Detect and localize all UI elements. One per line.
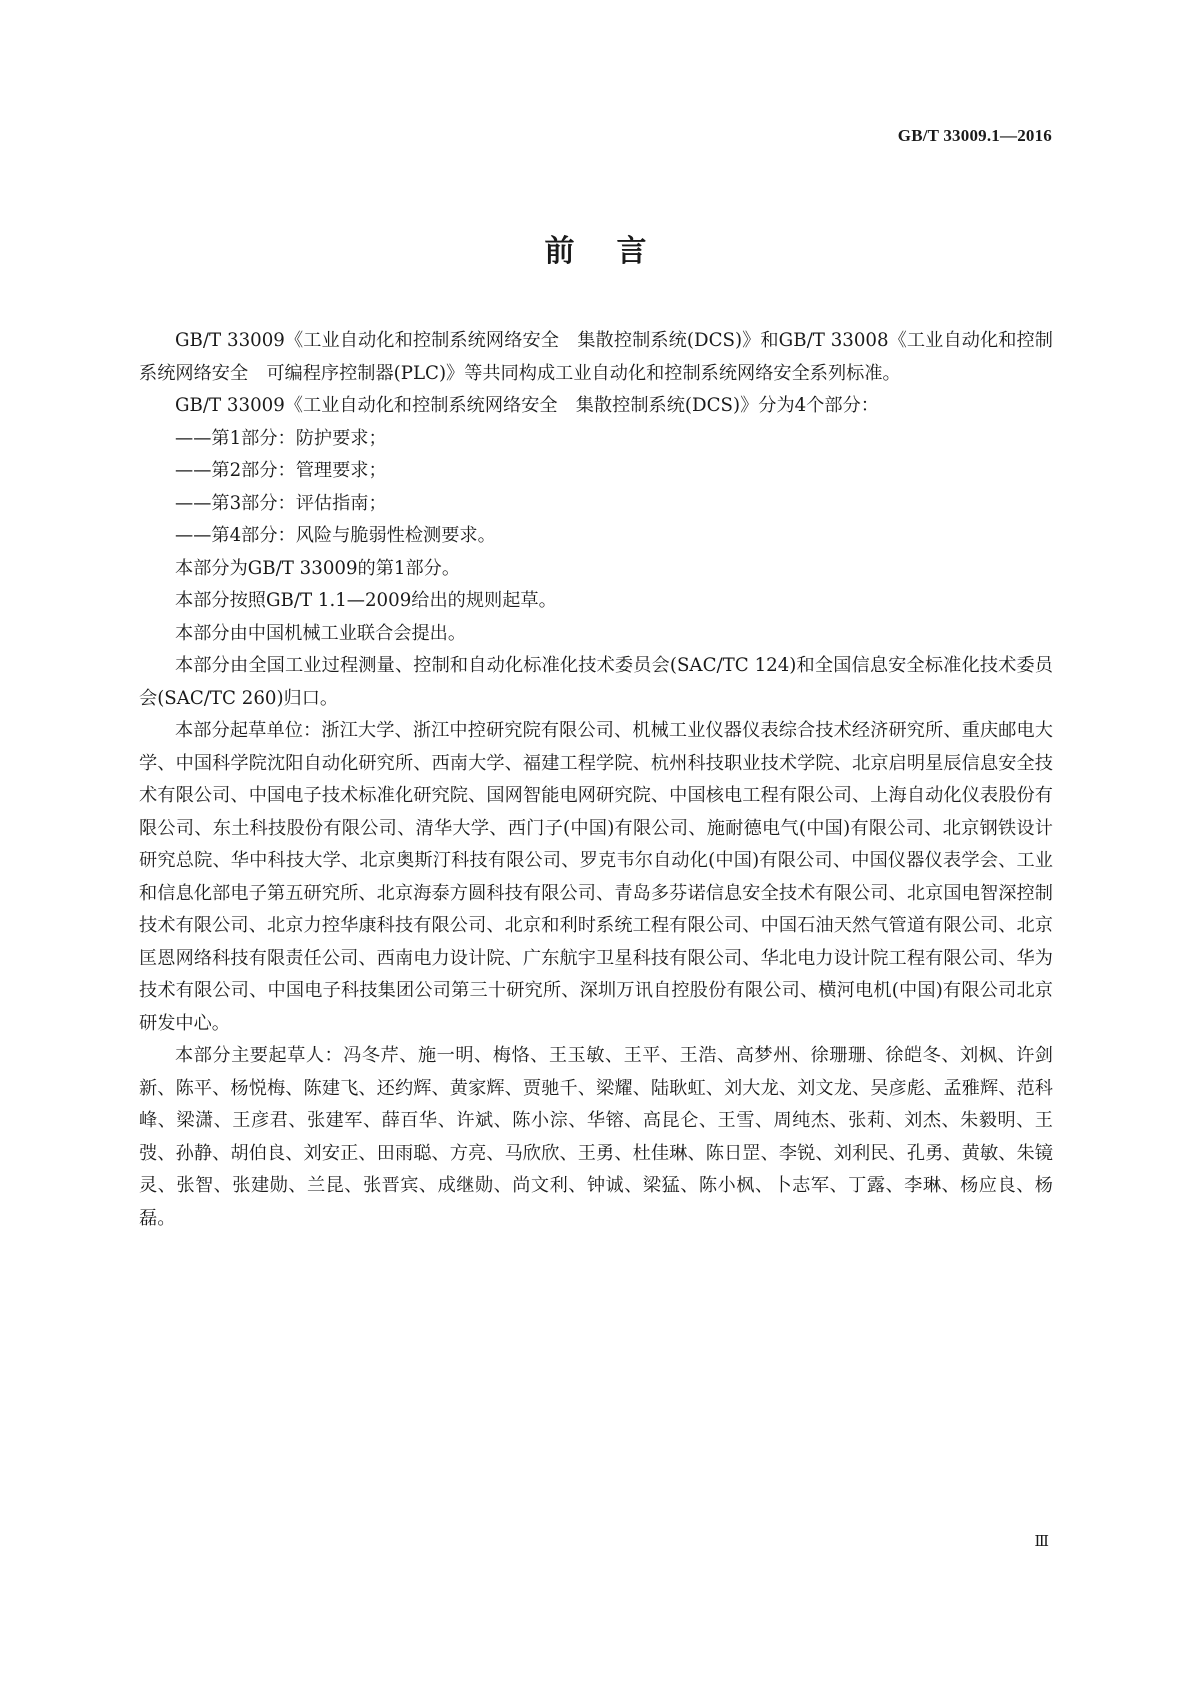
paragraph-this-part: 本部分为GB/T 33009的第1部分。 — [175, 557, 461, 579]
list-item-part-3: ——第3部分：评估指南； — [175, 492, 387, 514]
paragraph-drafting-rules: 本部分按照GB/T 1.1—2009给出的规则起草。 — [175, 590, 557, 611]
page-title: 前言 — [544, 234, 689, 269]
paragraph-proposed-by: 本部分由中国机械工业联合会提出。 — [175, 622, 467, 644]
page-number: Ⅲ — [1034, 1534, 1049, 1550]
standard-code: GB/T 33009.1—2016 — [897, 126, 1052, 145]
list-item-part-4: ——第4部分：风险与脆弱性检测要求。 — [175, 525, 496, 546]
paragraph-drafting-organizations: 本部分起草单位：浙江大学、浙江中控研究院有限公司、机械工业仪器仪表综合技术经济研究所、重庆邮电大学、中国科学院沈阳自动化研究所、西南大学、福建工程学院、杭州科技职业技术学院、北京启明星辰信息安全技术有限公司、中国电子技术标准化研究院、国网智能电网研究院、中国核电工程有限公司、上海自动化仪表股份有限公司、东土科技股份有限公司、清华大学、西门子(中国)有限公司、施耐德电气(中国)有限公司、北京钢铁设计研究总院、华中科技大学、北京奥斯汀科技有限公司、罗克韦尔自动化(中国)有限公司、中国仪器仪表学会、工业和信息化部电子第五研究所、北京海泰方圆科技有限公司、青岛多芬诺信息安全技术有限公司、北京国电智深控制技术有限公司、北京力控华康科技有限公司、北京和利时系统工程有限公司、中国石油天然气管道有限公司、北京匡恩网络科技有限责任公司、西南电力设计院、广东航宇卫星科技有限公司、华北电力设计院工程有限公司、华为技术有限公司、中国电子科技集团公司第三十研究所、深圳万讯自控股份有限公司、横河电机(中国)有限公司北京研发中心。 — [139, 720, 1053, 1034]
paragraph-series-intro: GB/T 33009《工业自动化和控制系统网络安全 集散控制系统(DCS)》和GB/T 33008《工业自动化和控制系统网络安全 可编程序控制器(PLC)》等共同构成工业自动化和控制系统网络安全系列标准。 — [139, 330, 1053, 384]
paragraph-centralized-by: 本部分由全国工业过程测量、控制和自动化标准化技术委员会(SAC/TC 124)和全国信息安全标准化技术委员会(SAC/TC 260)归口。 — [139, 655, 1053, 709]
foreword-body — [139, 325, 1053, 1235]
list-item-part-2: ——第2部分：管理要求； — [175, 460, 387, 481]
paragraph-parts-intro: GB/T 33009《工业自动化和控制系统网络安全 集散控制系统(DCS)》分为4个部分： — [175, 395, 879, 416]
list-item-part-1: ——第1部分：防护要求； — [175, 427, 387, 449]
paragraph-drafters: 本部分主要起草人：冯冬芹、施一明、梅恪、王玉敏、王平、王浩、高梦州、徐珊珊、徐皑冬、刘枫、许剑新、陈平、杨悦梅、陈建飞、还约辉、黄家辉、贾驰千、梁耀、陆耿虹、刘大龙、刘文龙、吴彦彪、孟雅辉、范科峰、梁潇、王彦君、张建军、薛百华、许斌、陈小淙、华镕、高昆仑、王雪、周纯杰、张莉、刘杰、朱毅明、王弢、孙静、胡伯良、刘安正、田雨聪、方亮、马欣欣、王勇、杜佳琳、陈日罡、李锐、刘利民、孔勇、黄敏、朱镜灵、张智、张建勋、兰昆、张晋宾、成继勋、尚文利、钟诚、梁猛、陈小枫、卜志军、丁露、李琳、杨应良、杨磊。 — [139, 1045, 1053, 1229]
